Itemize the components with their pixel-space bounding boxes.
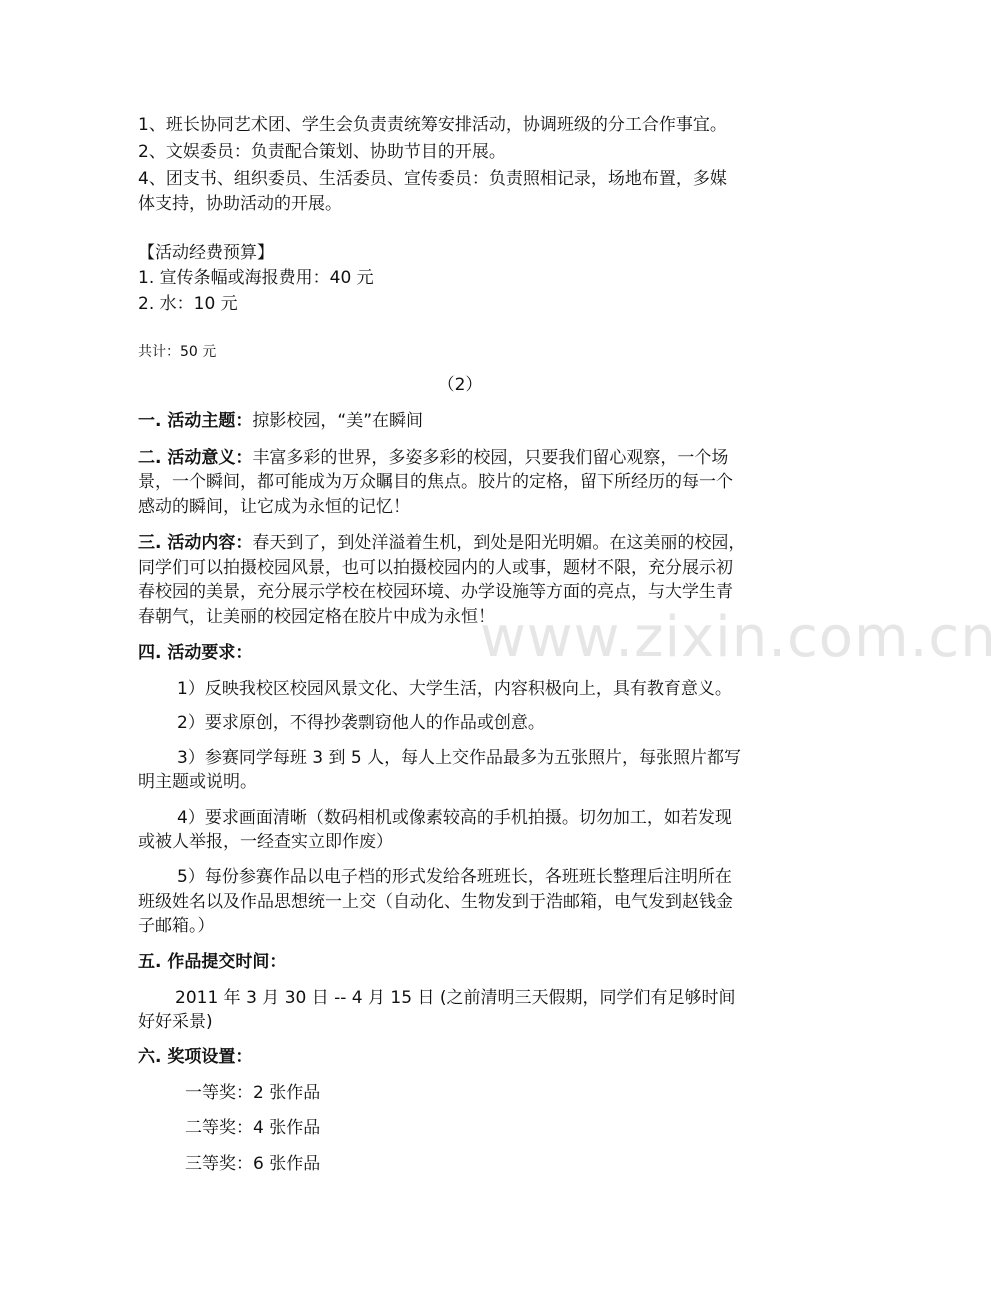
submit-time-heading: 五. 作品提交时间： [138, 952, 287, 972]
content-label: 三. 活动内容： [138, 533, 253, 553]
section-number: （2） [437, 375, 483, 395]
budget-heading: 【活动经费预算】 [138, 243, 274, 263]
requirement-3-line-1: 3）参赛同学每班 3 到 5 人，每人上交作品最多为五张照片，每张照片都写 [177, 748, 742, 768]
theme-label: 一. 活动主题： [138, 411, 253, 431]
requirement-5-line-3: 子邮箱。） [138, 916, 215, 936]
budget-item-1: 1. 宣传条幅或海报费用：40 元 [138, 268, 374, 288]
role-line-1: 1、班长协同艺术团、学生会负责责统筹安排活动，协调班级的分工合作事宜。 [138, 115, 727, 135]
content-line-2: 同学们可以拍摄校园风景，也可以拍摄校园内的人或事，题材不限，充分展示初 [138, 558, 733, 578]
awards-heading: 六. 奖项设置： [138, 1047, 253, 1067]
requirement-1: 1）反映我校区校园风景文化、大学生活，内容积极向上，具有教育意义。 [177, 679, 732, 699]
meaning-line-3: 感动的瞬间，让它成为永恒的记忆！ [138, 497, 410, 517]
requirements-heading: 四. 活动要求： [138, 643, 253, 663]
award-first: 一等奖：2 张作品 [185, 1083, 321, 1103]
content-line-1 [138, 531, 745, 555]
content-line-3: 春校园的美景，充分展示学校在校园环境、办学设施等方面的亮点，与大学生青 [138, 582, 733, 602]
requirement-4-line-2: 或被人举报，一经查实立即作废） [138, 832, 393, 852]
award-second: 二等奖：4 张作品 [185, 1118, 321, 1138]
role-line-2: 2、文娱委员：负责配合策划、协助节目的开展。 [138, 142, 506, 162]
theme-text: 掠影校园，“美”在瞬间 [252, 411, 424, 431]
submit-time-line-2: 好好采景) [138, 1012, 213, 1032]
role-line-3b: 体支持，协助活动的开展。 [138, 194, 342, 214]
requirement-5-line-1: 5）每份参赛作品以电子档的形式发给各班班长，各班班长整理后注明所在 [177, 867, 732, 887]
award-third: 三等奖：6 张作品 [185, 1154, 321, 1174]
meaning-label: 二. 活动意义： [138, 448, 253, 468]
watermark: www.zixin.com.cn [480, 605, 997, 670]
meaning-line-2: 景，一个瞬间，都可能成为万众瞩目的焦点。胶片的定格，留下所经历的每一个 [138, 472, 733, 492]
meaning-line-1 [138, 446, 728, 470]
meaning-text-1: 丰富多彩的世界，多姿多彩的校园，只要我们留心观察，一个场 [252, 448, 729, 468]
content-line-4: 春朝气，让美丽的校园定格在胶片中成为永恒！ [138, 607, 495, 627]
role-line-3a: 4、团支书、组织委员、生活委员、宣传委员：负责照相记录，场地布置，多媒 [138, 169, 727, 189]
requirement-5-line-2: 班级姓名以及作品思想统一上交（自动化、生物发到于浩邮箱，电气发到赵钱金 [138, 892, 733, 912]
budget-total: 共计：50 元 [138, 344, 217, 360]
submit-time-line-1: 2011 年 3 月 30 日 -- 4 月 15 日 (之前清明三天假期，同学们有足够时间 [175, 988, 736, 1008]
content-text-1: 春天到了，到处洋溢着生机，到处是阳光明媚。在这美丽的校园， [252, 533, 746, 553]
requirement-3-line-2: 明主题或说明。 [138, 772, 257, 792]
requirement-4-line-1: 4）要求画面清晰（数码相机或像素较高的手机拍摄。切勿加工，如若发现 [177, 808, 732, 828]
budget-item-2: 2. 水：10 元 [138, 294, 238, 314]
requirement-2: 2）要求原创，不得抄袭剽窃他人的作品或创意。 [177, 713, 545, 733]
theme-line [138, 409, 423, 433]
